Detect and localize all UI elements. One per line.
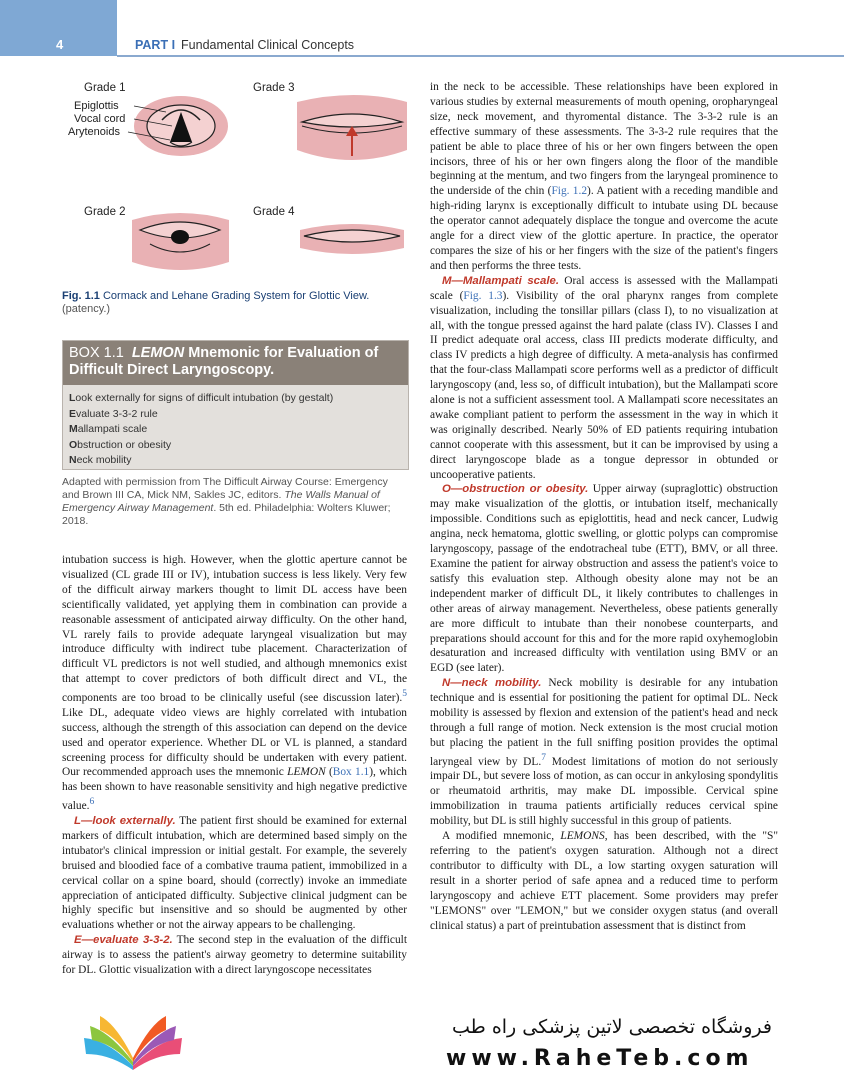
- running-header: [135, 38, 354, 52]
- figure-caption-rest: (patency.): [62, 303, 111, 315]
- grade-1-illustration: [128, 96, 228, 156]
- box-source: Adapted with permission from The Difficult Airway Course: Emergency and Brown III CA, Mick NM, Sakles JC, editors. The Walls Manual of Emergency Airway Management. 5th ed. Philadelphia: Wolters Kluwer; 2018.: [62, 476, 391, 527]
- paragraph: in the neck to be accessible. These relationships have been explored in various studies by external measurements of mouth opening, oropharyngeal size, neck movement, and thyromental distance. The 3-3-2 rule is an effective summary of these assessments. The 3-3-2 rule requires that the patient be able to place three of his or her own fingers between the open incisors, three of his or her own fingers along the floor of the mandible beginning at the mentum, and two fingers from the laryngeal prominence to the underside of the chin (Fig. 1.2). A patient with a receding mandible and high-riding larynx is exceptionally difficult to intubate using DL because the operator cannot adequately displace the tongue and overcome the acute angle for a direct view of the glottic aperture. In practice, the operator compares the size of his or her fingers with the size of the patient's fingers and then performs the three tests.: [430, 81, 778, 272]
- figure-cormack-lehane: [62, 80, 412, 290]
- box-title: Mnemonic for Evaluation of Difficult Direct Laryngoscopy.: [69, 345, 379, 378]
- figure-caption: [62, 290, 410, 316]
- figure-caption-text: Cormack and Lehane Grading System for Glottic View.: [102, 290, 370, 302]
- epiglottis-label: Epiglottis: [74, 100, 119, 112]
- section-lead: M—Mallampati scale.: [442, 274, 559, 287]
- vocal-cord-label: Vocal cord: [74, 113, 126, 125]
- paragraph: E—evaluate 3-3-2. The second step in the evaluation of the difficult airway is to assess the patient's airway geometry to determine suitability for DL. Glottic visualization with a direct laryngoscope necessitates: [62, 934, 408, 977]
- grade-1-label: Grade 1: [84, 82, 126, 94]
- paragraph: M—Mallampati scale. Oral access is assessed with the Mallampati scale (Fig. 1.3). Visibility of the oral pharynx ranges from complete visualization, including the tonsillar pillars (class I), to no visualization at all, with the tongue pressed against the hard palate (class IV). Classes I and II predict adequate oral access, class III predicts moderate difficulty, and class IV predicts a high degree of difficulty. A meta-analysis has confirmed that the four-class Mallampati score performs well as a predictor of difficult laryngoscopy (and, less so, of difficult intubation), but the Mallampati score alone is not a sufficient assessment tool. A Mallampati score necessitates an awake compliant patient to perform the assessment in the way in which it was originally described. Nearly 50% of ED patients requiring intubation cannot cooperate with this assessment, but it can be improvised by using a direct laryngoscope blade as a tongue depressor in obtunded or uncooperative patients.: [430, 274, 779, 481]
- right-column: [430, 80, 778, 933]
- brand-url[interactable]: www.RaheTeb.com: [446, 1046, 754, 1071]
- paragraph: L—look externally. The patient first should be examined for external markers of difficult intubation, which are determined based simply on the intubator's clinical impression or initial gestalt. For example, the severely bruised and bloodied face of a combative trauma patient, immobilized in a cervical collar on a spine board, should (correctly) invoke an immediate appreciation of anticipated difficulty. Subjective clinical judgment can be highly specific but insensitive and so should be augmented by other evaluations whether or not the airway appears to be challenging.: [62, 815, 408, 932]
- box-list: [63, 391, 408, 469]
- arytenoids-label: Arytenoids: [68, 126, 120, 138]
- book-logo-icon: [78, 1010, 188, 1072]
- section-lead: L—look externally.: [74, 815, 176, 827]
- grade-4-label: Grade 4: [253, 206, 295, 218]
- list-item: Look externally for signs of difficult intubation (by gestalt): [69, 392, 334, 404]
- paragraph: A modified mnemonic, LEMONS, has been described, with the "S" referring to the patient's oxygen saturation. Although not a direct contributor to difficulty with DL, a low starting oxygen saturation will result in a shorter period of safe apnea and a reduced time to perform laryngoscopy and achieve ETT placement. Some providers may prefer "LEMONS" over "LEMON," but we consider oxygen status (and overall clinical status) a part of preintubation assessment that is distinct from: [430, 830, 778, 932]
- header-rule: [117, 55, 844, 57]
- box-lemon: [62, 340, 409, 470]
- source-title: The Walls Manual of Emergency Airway Management: [62, 489, 380, 514]
- box-title-italic: LEMON: [131, 345, 185, 361]
- grade-2-label: Grade 2: [84, 206, 126, 218]
- grade-4-illustration: [300, 224, 404, 254]
- list-item: Obstruction or obesity: [69, 438, 172, 451]
- part-title: Fundamental Clinical Concepts: [181, 38, 355, 52]
- grade-3-label: Grade 3: [253, 82, 295, 94]
- section-lead: O—obstruction or obesity.: [442, 483, 589, 496]
- section-lead: N—neck mobility.: [442, 677, 542, 690]
- box-header: [63, 341, 408, 385]
- list-item: Mallampati scale: [69, 423, 148, 435]
- list-item: Neck mobility: [69, 454, 132, 466]
- box-link[interactable]: Box 1.1: [332, 766, 370, 779]
- paragraph: intubation success is high. However, when the glottic aperture cannot be visualized (CL grade III or IV), intubation success is less likely. Very few of the difficult airway markers thought to limit DL access have been scientifically validated, yet applying them in combination can provide a reasonable assessment of anticipated airway difficulty. On the other hand, VL rarely fails to provide adequate laryngeal visualization but may introduce difficulty with indirect tube placement. Characterization of difficult VL predictors is not well studied, and although mnemonics exist that attempt to cover predictors of both difficult direct and VL, the components are too broad to be clinically useful (see discussion later).$^5$ Like DL, adequate video views are highly correlated with intubation success, although the strength of this association can depend on the device used and operator experience. Whether DL or VL is planned, a standard screening process for difficulty should be undertaken with every patient. Our recommended approach uses the mnemonic LEMON (Box 1.1), which has been shown to have reasonable sensitivity and high negative predictive value.$^6$: [62, 554, 407, 813]
- glottis-illustrations: [62, 80, 412, 290]
- grade-3-illustration: [297, 95, 407, 160]
- list-item: Evaluate 3-3-2 rule: [69, 407, 158, 420]
- grade-2-illustration: [132, 213, 229, 270]
- paragraph: N—neck mobility. Neck mobility is desirable for any intubation technique and is essential for positioning the patient for optimal DL. Neck mobility is assessed by flexion and extension of the patient's head and neck through a full range of motion. Neck extension is the most crucial motion but placing the patient in the full sniffing position provides the optimal laryngeal view by DL.$^7$ Modest limitations of motion do not seriously impair DL, but severe loss of motion, as can occur in ankylosing spondylitis or rheumatoid arthritis, may make DL impossible. Cervical spine immobilization in trauma patients artificially reduces cervical spine mobility, but DL is still highly successful in this group of patients.: [430, 677, 778, 828]
- section-lead: E—evaluate 3-3-2.: [74, 934, 173, 947]
- brand-name: فروشگاه تخصصی لاتین پزشکی راه طب: [452, 1016, 772, 1038]
- paragraph: O—obstruction or obesity. Upper airway (supraglottic) obstruction may make visualization of the glottis, or intubation itself, mechanically impossible. Conditions such as epiglottitis, head and neck cancer, Ludwig angina, neck hematoma, glottic swelling, or glottic polyps can compromise laryngoscopy, passage of the endotracheal tube (ETT), BMV, or all three. Examine the patient for airway obstruction and assess the patient's voice to satisfy this evaluation step. Although obesity alone may not be an independent marker of difficult DL, it likely contributes to challenges in other areas of airway management. Nevertheless, obese patients generally are more difficult to intubate than their nonobese counterparts, and preparations should account for this and for the more rapid oxyhemoglobin desaturation and increased difficulty with ventilation using BMV or an EGD (see later).: [430, 483, 779, 675]
- figure-number: Fig. 1.1: [62, 290, 100, 302]
- part-label: PART I: [135, 38, 176, 52]
- left-column: [62, 553, 407, 978]
- box-number: BOX 1.1: [69, 345, 124, 361]
- figure-link[interactable]: Fig. 1.2: [551, 185, 588, 198]
- figure-link[interactable]: Fig. 1.3: [463, 289, 503, 302]
- page-number: 4: [56, 37, 64, 52]
